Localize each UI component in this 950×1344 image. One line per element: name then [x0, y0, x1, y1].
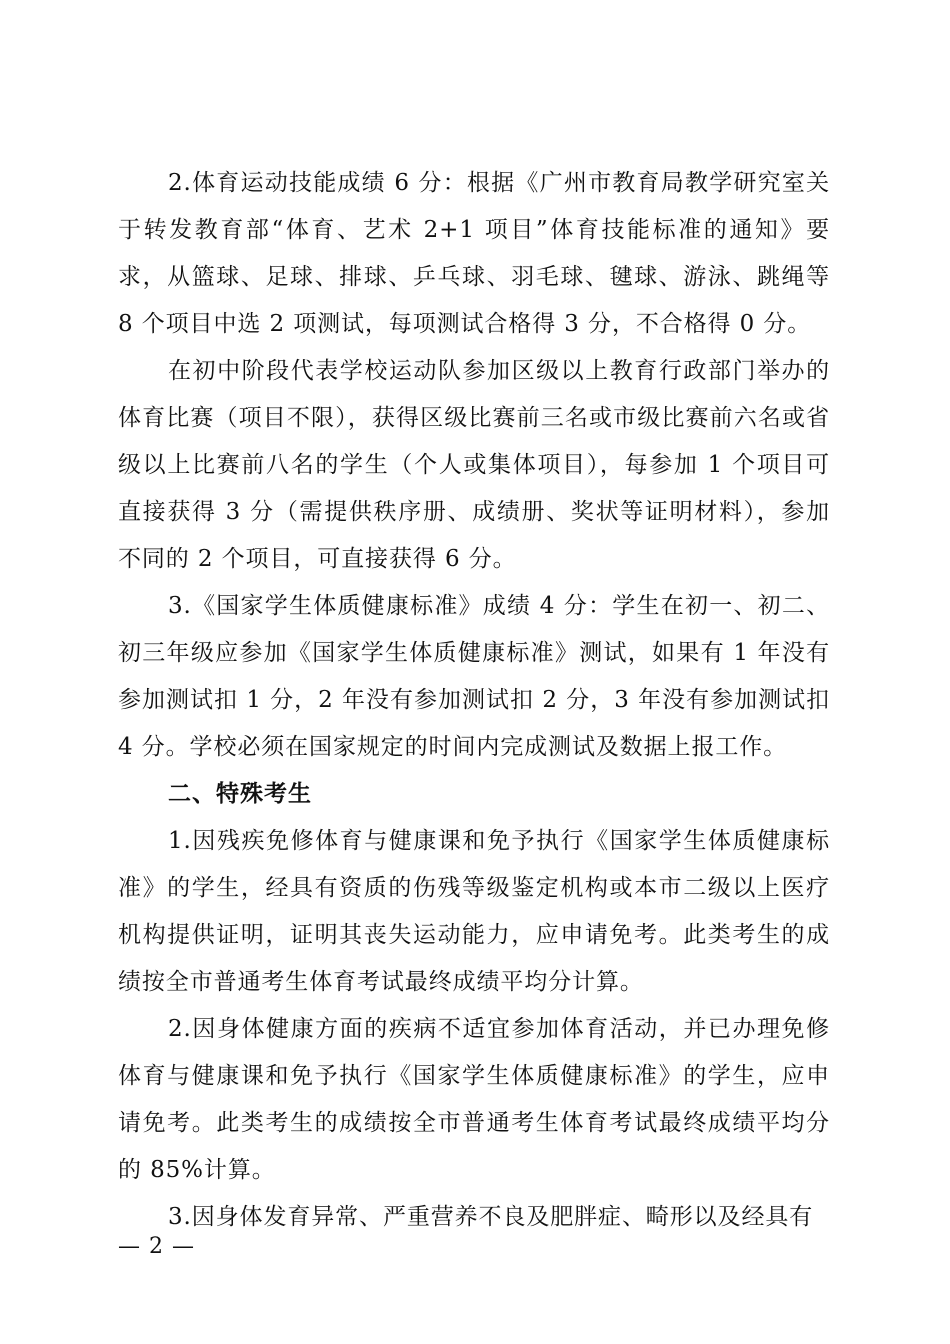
paragraph-disability-exemption: 1.因残疾免修体育与健康课和免予执行《国家学生体质健康标准》的学生，经具有资质的伤残等级鉴定机构或本市二级以上医疗机构提供证明，证明其丧失运动能力，应申请免考。此类考生的成绩按全市普通考生体育考试最终成绩平均分计算。: [118, 828, 830, 995]
page-number: — 2 —: [118, 1234, 195, 1259]
paragraph-illness-exemption: 2.因身体健康方面的疾病不适宜参加体育活动，并已办理免修体育与健康课和免予执行《国家学生体质健康标准》的学生，应申请免考。此类考生的成绩按全市普通考生体育考试最终成绩平均分的 85%计算。: [118, 1016, 830, 1183]
paragraph-physical-health-standard: 3.《国家学生体质健康标准》成绩 4 分：学生在初一、初二、初三年级应参加《国家学生体质健康标准》测试，如果有 1 年没有参加测试扣 1 分，2 年没有参加测试扣 2 分，3 年没有参加测试扣 4 分。学校必须在国家规定的时间内完成测试及数据上报工作。: [118, 593, 830, 760]
paragraph-sports-competition: 在初中阶段代表学校运动队参加区级以上教育行政部门举办的体育比赛（项目不限），获得区级比赛前三名或市级比赛前六名或省级以上比赛前八名的学生（个人或集体项目），每参加 1 个项目可直接获得 3 分（需提供秩序册、成绩册、奖状等证明材料），参加不同的 2 个项目，可直接获得 6 分。: [118, 358, 830, 572]
paragraph-developmental-abnormality: 3.因身体发育异常、严重营养不良及肥胖症、畸形以及经具有: [168, 1204, 814, 1230]
document-body: [118, 160, 830, 1241]
paragraph-sports-skills-score: 2.体育运动技能成绩 6 分：根据《广州市教育局教学研究室关于转发教育部“体育、艺术 2+1 项目”体育技能标准的通知》要求，从篮球、足球、排球、乒乓球、羽毛球、毽球、游泳、跳绳等 8 个项目中选 2 项测试，每项测试合格得 3 分，不合格得 0 分。: [118, 170, 830, 337]
section-heading-special-candidates: 二、特殊考生: [168, 781, 312, 807]
